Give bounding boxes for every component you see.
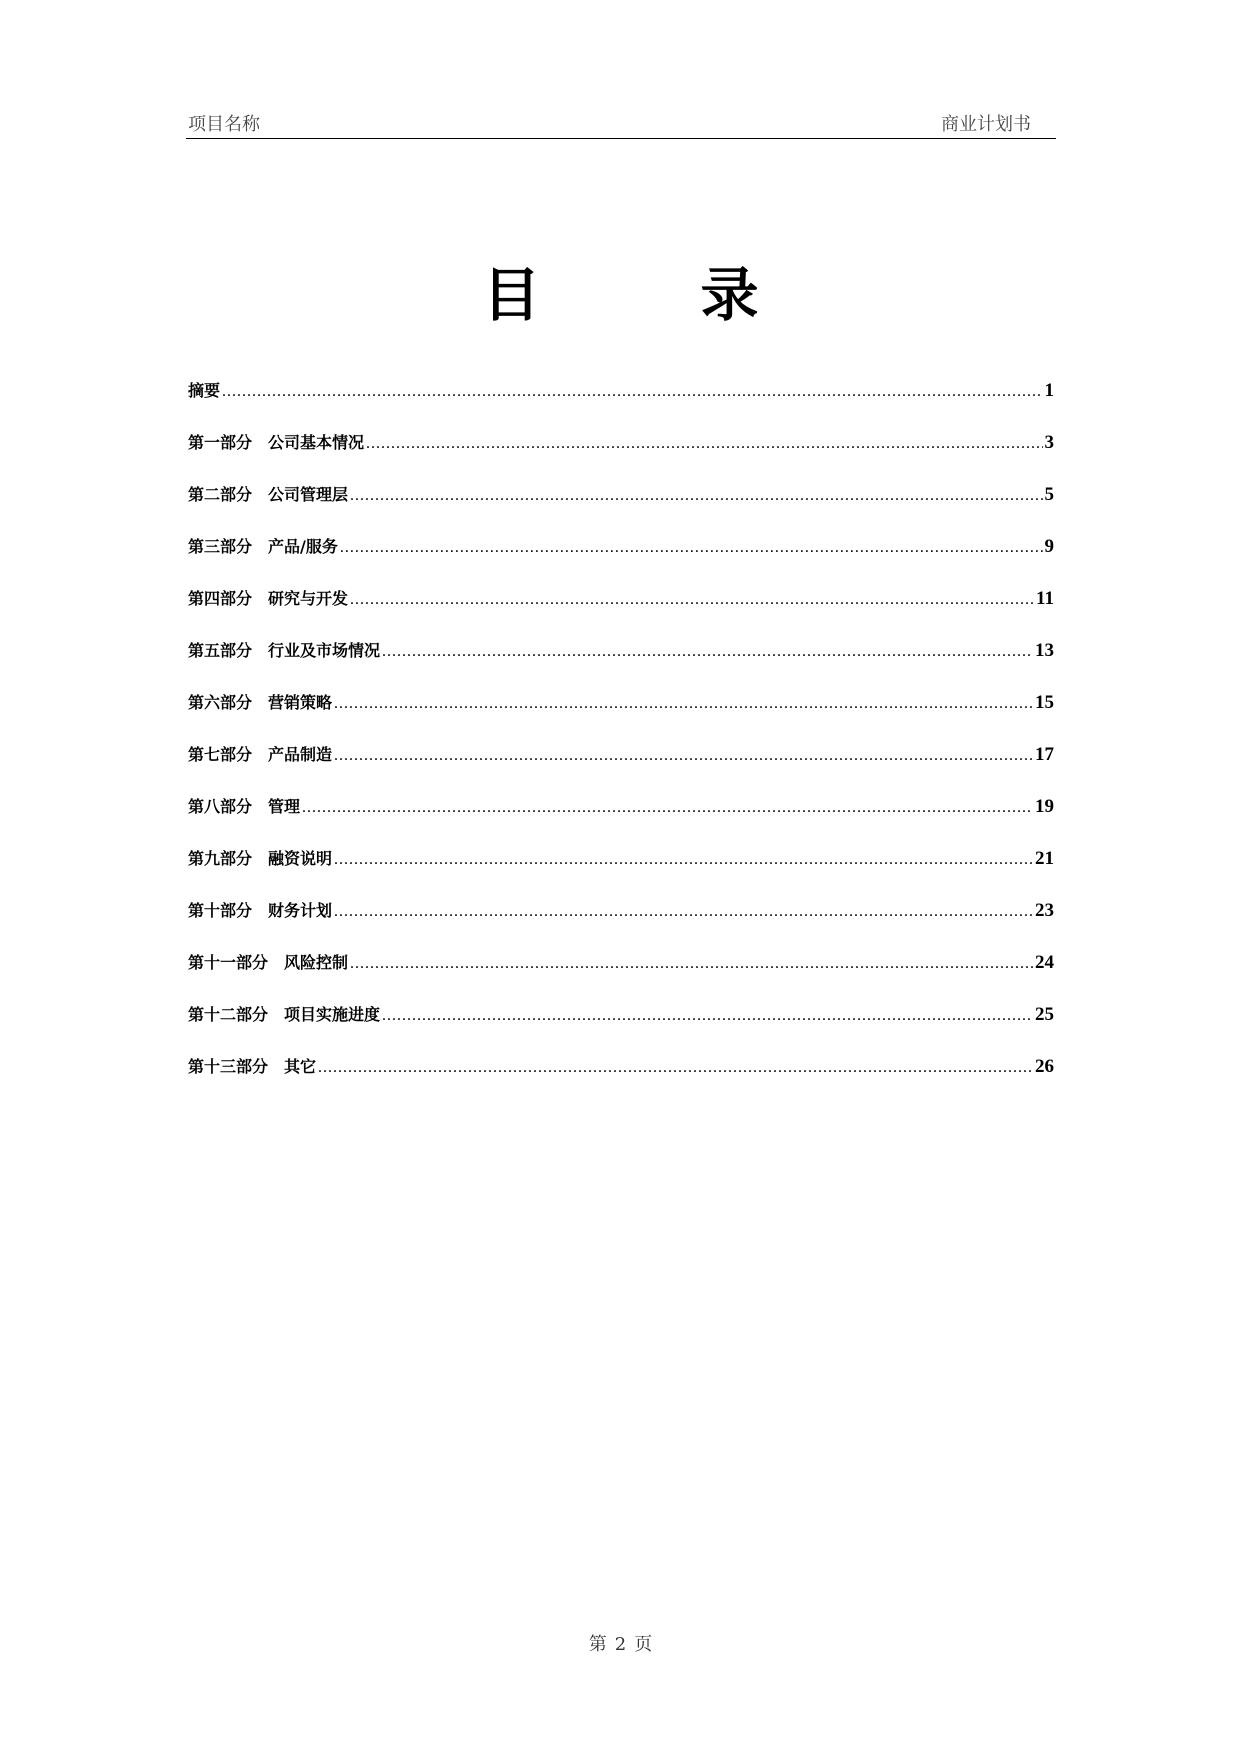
toc-entry[interactable] [188,430,1054,482]
toc-entry-label: 第十部分 财务计划 [188,901,333,920]
toc-leader-dots [318,1059,1033,1077]
toc-entry-label: 第六部分 营销策略 [188,693,333,712]
toc-entry[interactable] [188,690,1054,742]
toc-entry-page: 11 [1036,588,1054,609]
toc-leader-dots [334,851,1033,869]
toc-entry[interactable] [188,482,1054,534]
toc-entry[interactable] [188,950,1054,1002]
toc-entry-page: 9 [1044,536,1054,557]
toc-title-char-1: 目 [482,261,541,329]
toc-entry-page: 24 [1035,952,1054,973]
toc-entry[interactable] [188,378,1054,430]
toc-leader-dots [382,643,1033,661]
footer-suffix: 页 [634,1634,653,1655]
toc-leader-dots [334,903,1033,921]
toc-entry-label: 第九部分 融资说明 [188,849,333,868]
toc-entry-page: 3 [1044,432,1054,453]
toc-entry-page: 26 [1035,1056,1054,1077]
header-project-name: 项目名称 [188,114,260,135]
toc-entry-page: 25 [1035,1004,1054,1025]
toc-entry[interactable] [188,1054,1054,1106]
toc-entry[interactable] [188,794,1054,846]
page-footer [0,1630,1241,1656]
toc-leader-dots [350,487,1042,505]
toc-entry-label: 第四部分 研究与开发 [188,589,349,608]
toc-leader-dots [350,591,1034,609]
toc-leader-dots [222,383,1042,401]
toc-entry-label: 第十一部分 风险控制 [188,953,349,972]
toc-entry-page: 21 [1035,848,1054,869]
toc-entry-label: 第一部分 公司基本情况 [188,433,365,452]
toc-entry-page: 1 [1044,380,1054,401]
toc-entry-label: 第二部分 公司管理层 [188,485,349,504]
toc-title-char-2: 录 [700,261,759,329]
header-doc-type: 商业计划书 [941,114,1031,135]
toc-leader-dots [366,435,1042,453]
toc-entry[interactable] [188,638,1054,690]
toc-entry[interactable] [188,534,1054,586]
toc-leader-dots [334,695,1033,713]
page-header [186,106,1056,139]
toc-entry[interactable] [188,586,1054,638]
toc-entry[interactable] [188,1002,1054,1054]
toc-title [0,248,1241,332]
toc-entry-page: 23 [1035,900,1054,921]
toc-entry-page: 15 [1035,692,1054,713]
footer-page-number: 2 [614,1634,627,1655]
toc-leader-dots [340,539,1043,557]
toc-entry[interactable] [188,846,1054,898]
toc-leader-dots [302,799,1033,817]
footer-prefix: 第 [588,1634,607,1655]
toc-leader-dots [382,1007,1033,1025]
toc-entry-page: 17 [1035,744,1054,765]
toc-entry-label: 第八部分 管理 [188,797,301,816]
toc-entry[interactable] [188,742,1054,794]
toc-entry-page: 5 [1044,484,1054,505]
toc-entry-page: 19 [1035,796,1054,817]
toc-entry-label: 摘要 [188,381,221,400]
toc-entry-label: 第七部分 产品制造 [188,745,333,764]
toc-entry-label: 第三部分 产品/服务 [188,537,338,556]
toc-entry[interactable] [188,898,1054,950]
toc-leader-dots [350,955,1033,973]
toc-list [188,378,1054,1106]
toc-entry-label: 第十三部分 其它 [188,1057,317,1076]
toc-entry-label: 第十二部分 项目实施进度 [188,1005,381,1024]
toc-entry-page: 13 [1035,640,1054,661]
toc-leader-dots [334,747,1033,765]
toc-entry-label: 第五部分 行业及市场情况 [188,641,381,660]
